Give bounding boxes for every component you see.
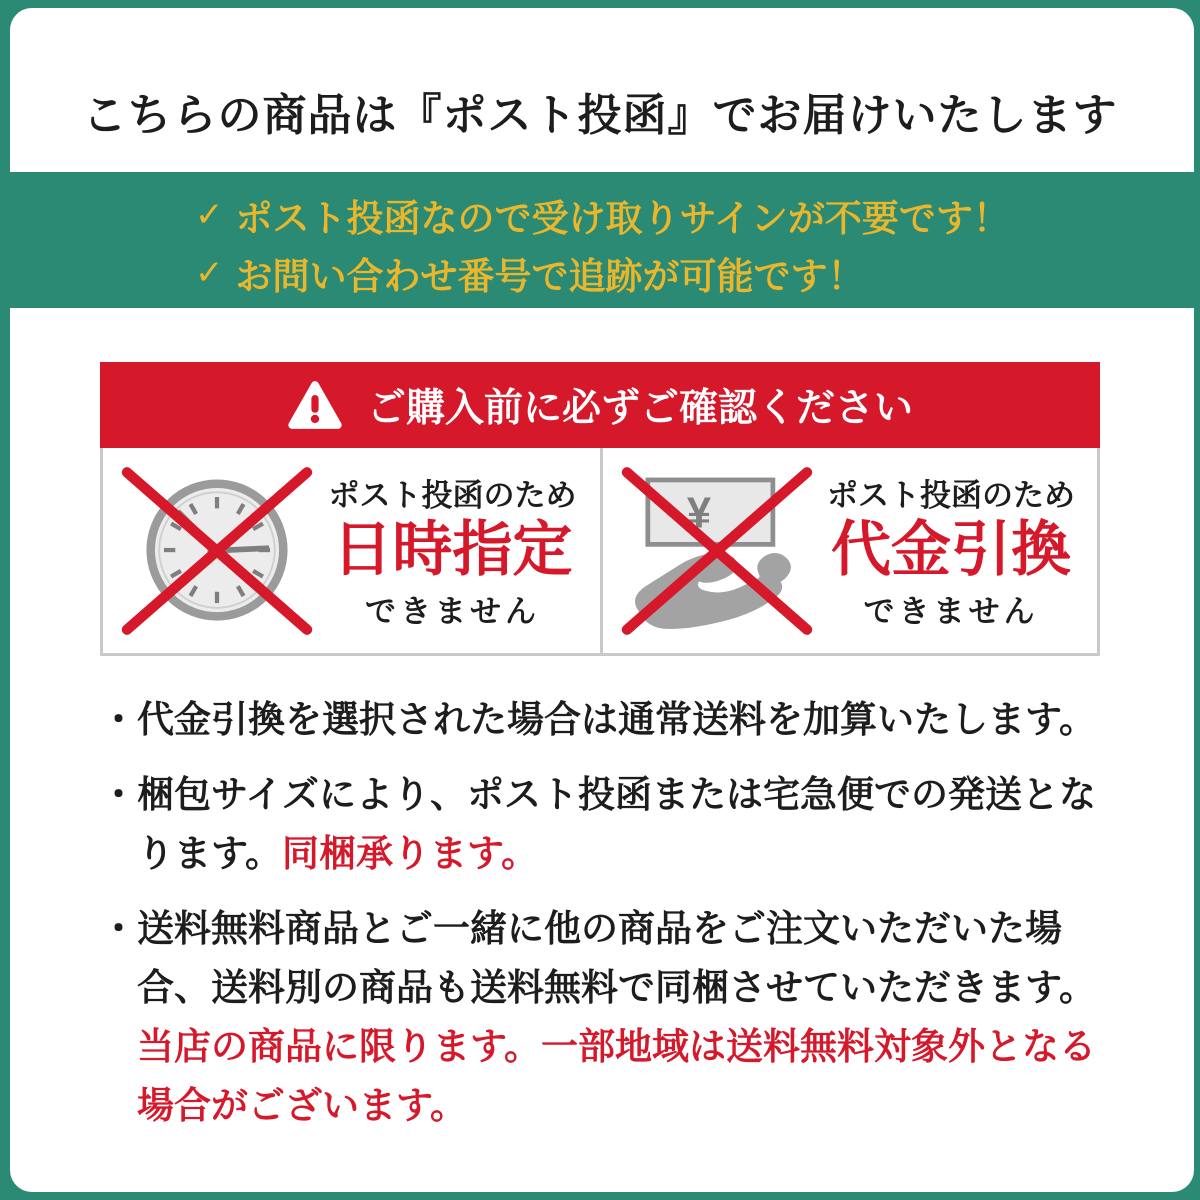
banner-line-tracking bbox=[195, 244, 1200, 302]
banner-line-text: ポスト投函なので受け取りサインが不要です！ bbox=[235, 198, 1010, 239]
banner-line-no-sign bbox=[195, 186, 1200, 244]
panel-restricted-service: 代金引換 bbox=[831, 516, 1071, 583]
panel-restricted-service: 日時指定 bbox=[332, 516, 573, 583]
check-icon: ✓ bbox=[195, 196, 224, 234]
panel-no-datetime bbox=[103, 448, 600, 653]
yen-symbol: ¥ bbox=[686, 488, 712, 537]
note-package-size: ・梱包サイズにより、ポスト投函または宅急便での発送となります。同梱承ります。 bbox=[100, 774, 1097, 874]
page-title: こちらの商品は『ポスト投函』でお届けいたします bbox=[82, 91, 1118, 140]
no-cash-on-delivery-icon bbox=[617, 461, 817, 641]
panel-suffix: できません bbox=[863, 594, 1039, 629]
note-highlight: 同梱承ります。 bbox=[282, 833, 539, 874]
shipping-notes bbox=[100, 690, 1108, 1151]
benefits-banner bbox=[0, 172, 1200, 308]
confirm-body bbox=[100, 448, 1100, 656]
note-cod-extra-fee: ・代金引換を選択された場合は通常送料を加算いたします。 bbox=[100, 699, 1097, 740]
curled-fingers-shape bbox=[757, 553, 791, 585]
confirm-header-text: ご購入前に必ずご確認ください bbox=[366, 387, 913, 430]
panel-reason: ポスト投函のため bbox=[827, 478, 1075, 513]
panel-no-cod bbox=[600, 448, 1097, 653]
panel-suffix: できません bbox=[365, 594, 540, 629]
panel-reason: ポスト投函のため bbox=[328, 478, 577, 513]
note-highlight: 当店の商品に限ります。一部地域は送料無料対象外となる場合がございます。 bbox=[137, 1026, 1097, 1126]
note-free-shipping-bundle: ・送料無料商品とご一緒に他の商品をご注文いただいた場合、送料別の商品も送料無料で同梱させていただきます。当店の商品に限ります。一部地域は送料無料対象外となる場合がございます。 bbox=[100, 908, 1097, 1126]
no-datetime-clock-icon bbox=[117, 461, 317, 641]
warning-icon bbox=[287, 380, 343, 430]
confirm-header bbox=[100, 362, 1100, 448]
confirm-before-purchase-box bbox=[100, 362, 1100, 656]
banner-line-text: お問い合わせ番号で追跡が可能です！ bbox=[235, 256, 865, 297]
check-icon: ✓ bbox=[195, 254, 224, 292]
